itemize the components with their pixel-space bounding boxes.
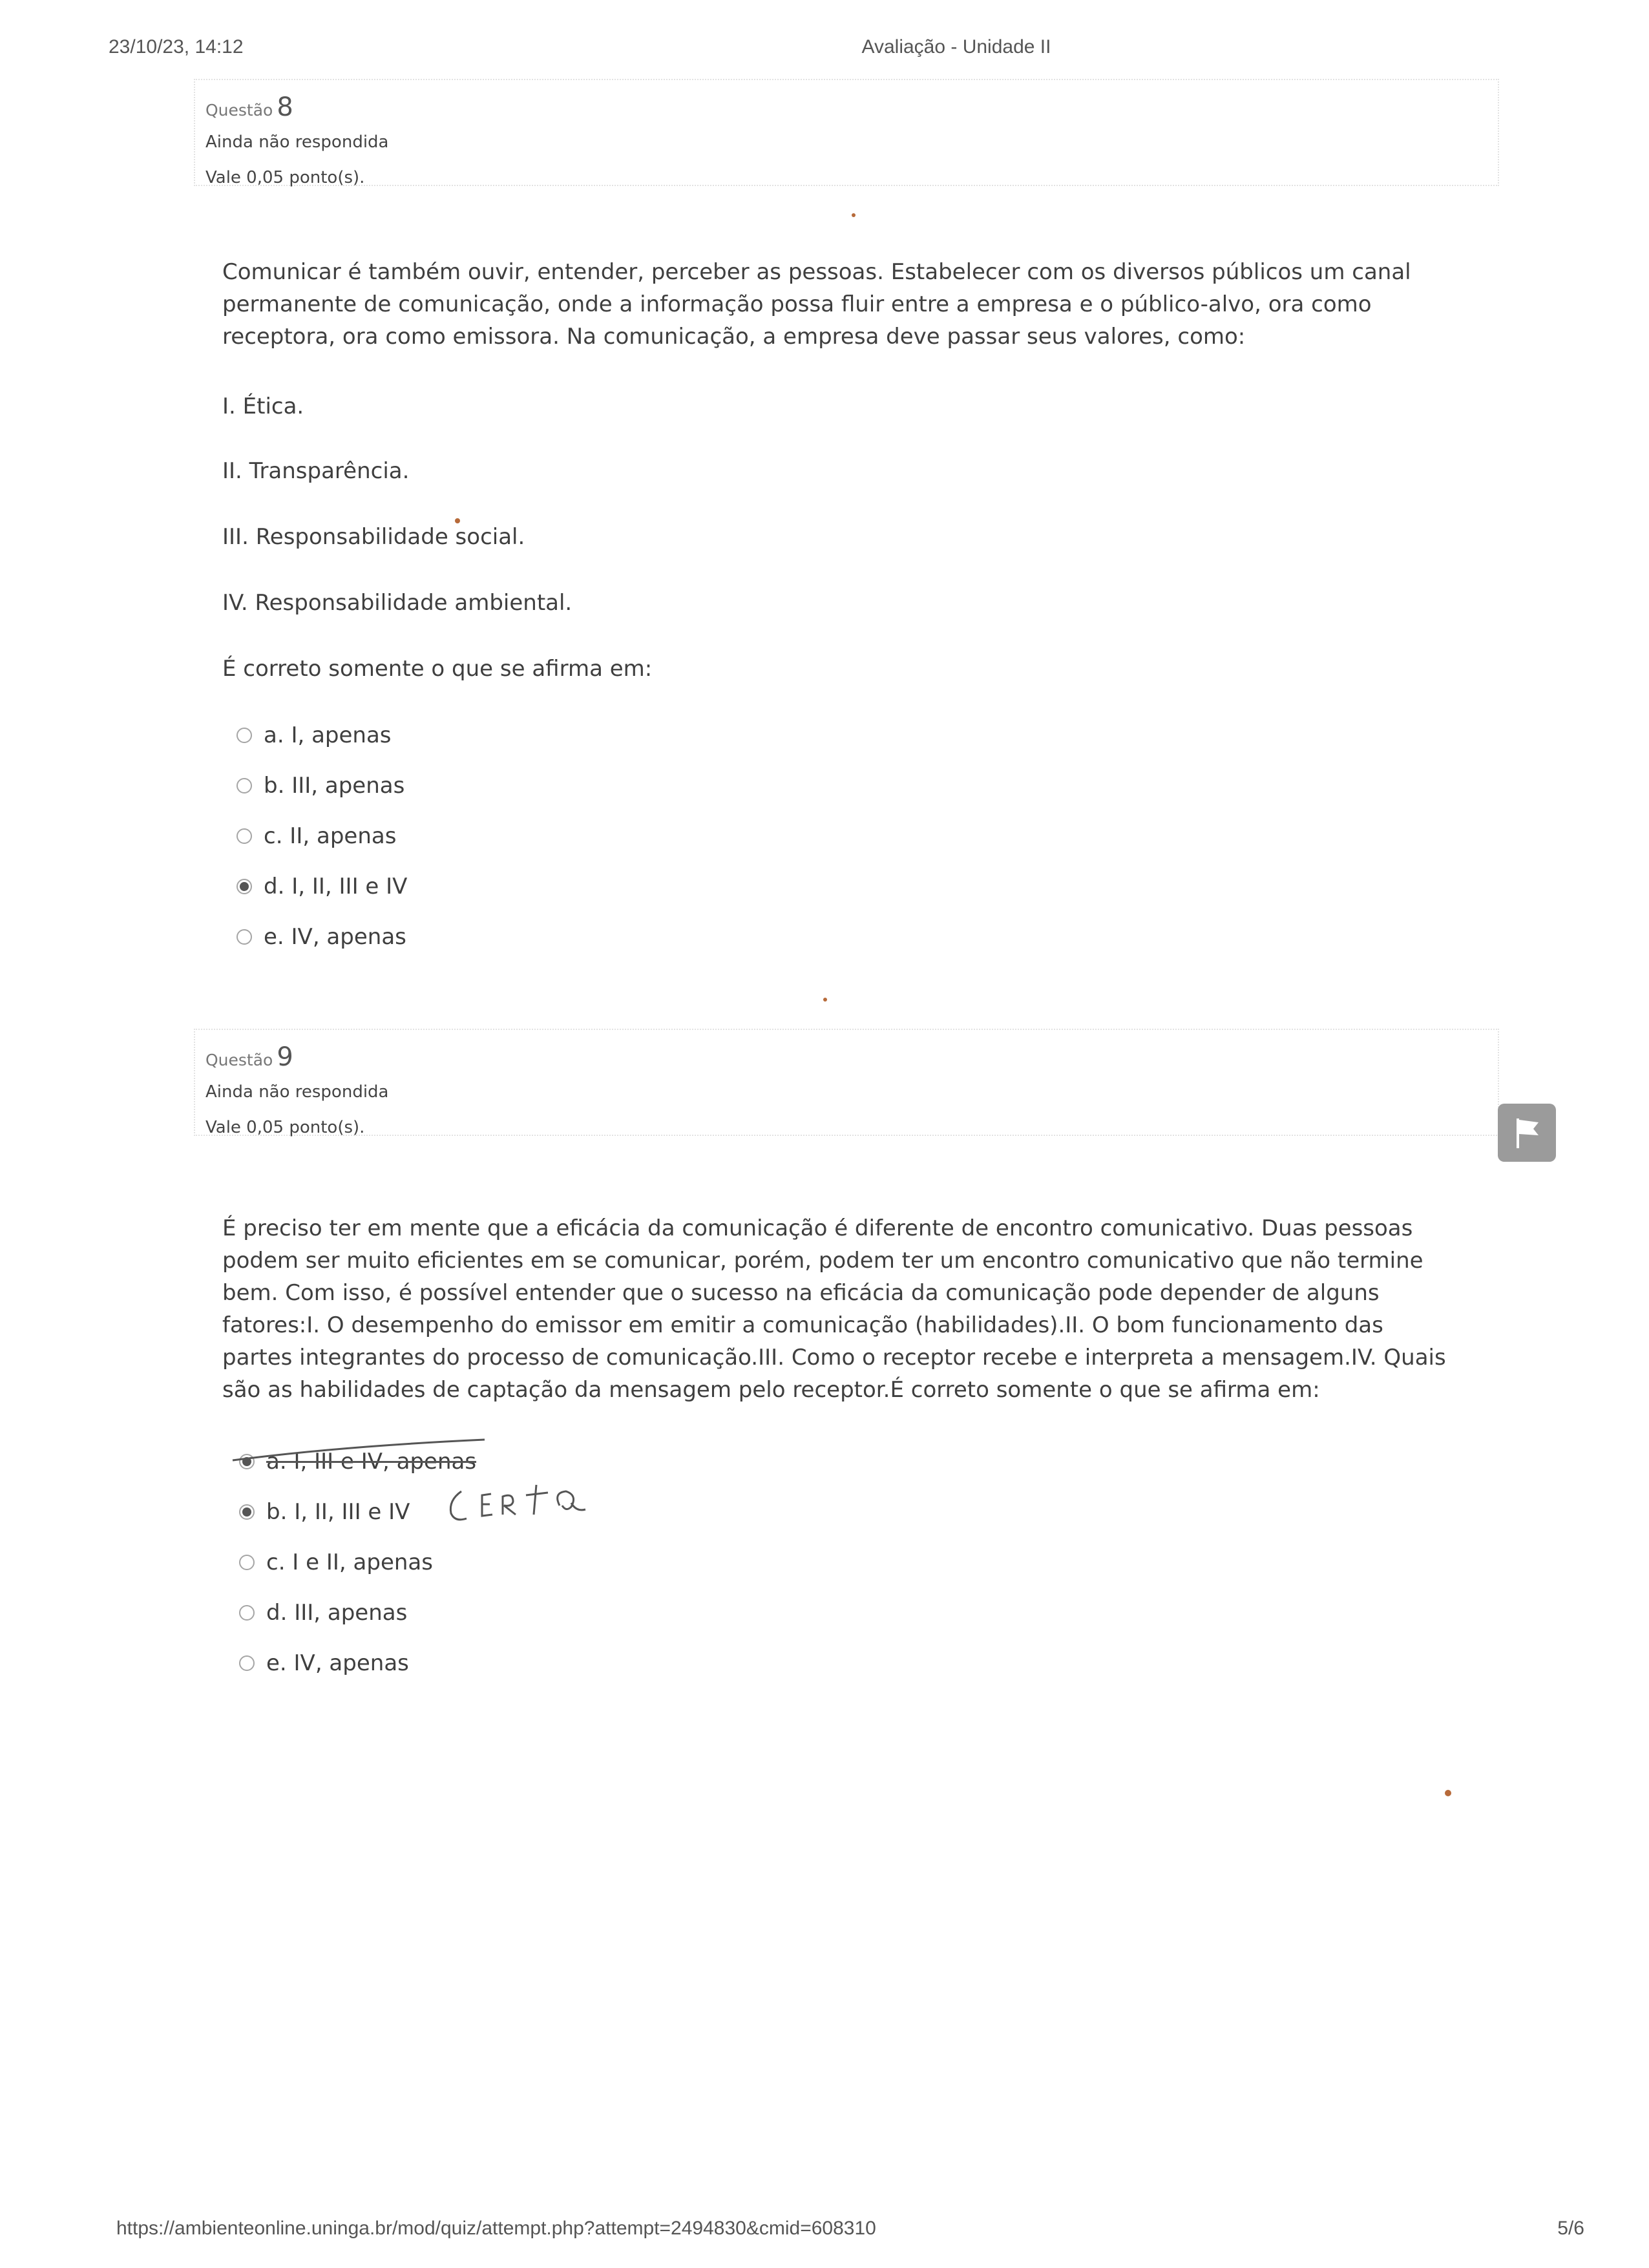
question-9-option-e[interactable] bbox=[239, 1649, 409, 1677]
print-date: 23/10/23, 14:12 bbox=[109, 36, 244, 58]
radio-button-icon[interactable] bbox=[236, 828, 252, 844]
question-9-label: Questão 9 bbox=[205, 1042, 293, 1072]
question-8-option-b[interactable] bbox=[236, 772, 404, 800]
question-8-points: Vale 0,05 ponto(s). bbox=[205, 168, 365, 187]
question-8-item-1: I. Ética. bbox=[222, 394, 304, 419]
handwritten-certa-note bbox=[439, 1467, 607, 1538]
question-9-option-b[interactable] bbox=[239, 1498, 410, 1526]
scan-speck bbox=[852, 213, 856, 217]
scan-speck bbox=[823, 998, 827, 1002]
question-8-label: Questão 8 bbox=[205, 92, 293, 122]
radio-button-icon[interactable] bbox=[236, 778, 252, 793]
question-9-info bbox=[194, 1029, 1499, 1136]
option-label: a. I, III e IV, apenas bbox=[266, 1449, 477, 1475]
radio-button-icon[interactable] bbox=[239, 1555, 255, 1570]
strike-line-icon bbox=[226, 1428, 491, 1467]
question-8-option-d[interactable] bbox=[236, 872, 407, 901]
option-label: b. I, II, III e IV bbox=[266, 1499, 410, 1525]
flag-question-button[interactable] bbox=[1498, 1104, 1556, 1162]
question-8-item-4: IV. Responsabilidade ambiental. bbox=[222, 590, 572, 616]
question-8-info bbox=[194, 79, 1499, 186]
option-label: d. III, apenas bbox=[266, 1600, 408, 1626]
scan-speck bbox=[455, 518, 460, 523]
question-9-text: É preciso ter em mente que a eficácia da comunicação é diferente de encontro comunicativo. Duas pessoas podem ser muito eficientes em se comunicar, porém, podem ter um encontro comunicativo que não termine bem. Com isso, é possível entender que o sucesso na eficácia da comunicação pode depender de alguns fatores:I. O desempenho do emissor em emitir a comunicação (habilidades).II. O bom funcionamento das partes integrantes do processo de comunicação.III. Como o receptor recebe e interpreta a mensagem.IV. Quais são as habilidades de captação da mensagem pelo receptor.É correto somente o que se afirma em: bbox=[222, 1215, 1446, 1403]
page-number: 5/6 bbox=[1557, 2218, 1584, 2239]
question-8-item-3: III. Responsabilidade social. bbox=[222, 524, 525, 550]
question-9-option-c[interactable] bbox=[239, 1548, 433, 1577]
question-9-number: 9 bbox=[277, 1042, 293, 1072]
flag-icon bbox=[1509, 1115, 1545, 1151]
question-8-option-e[interactable] bbox=[236, 923, 406, 951]
question-8-option-a[interactable] bbox=[236, 721, 392, 750]
question-8-status: Ainda não respondida bbox=[205, 132, 389, 152]
radio-button-icon[interactable] bbox=[239, 1605, 255, 1621]
option-label: e. IV, apenas bbox=[264, 924, 406, 950]
question-9-points: Vale 0,05 ponto(s). bbox=[205, 1118, 365, 1137]
option-label: a. I, apenas bbox=[264, 722, 392, 748]
question-8-number: 8 bbox=[277, 92, 293, 122]
question-8-prompt: É correto somente o que se afirma em: bbox=[222, 656, 653, 682]
page-url: https://ambienteonline.uninga.br/mod/quiz/attempt.php?attempt=2494830&cmid=608310 bbox=[116, 2218, 876, 2239]
option-label: d. I, II, III e IV bbox=[264, 874, 408, 899]
page-title: Avaliação - Unidade II bbox=[861, 36, 1051, 58]
question-8-text: Comunicar é também ouvir, entender, perceber as pessoas. Estabelecer com os diversos públicos um canal permanente de comunicação, onde a informação possa fluir entre a empresa e o público-alvo, ora como receptora, ora como emissora. Na comunicação, a empresa deve passar seus valores, como: bbox=[222, 259, 1411, 350]
radio-button-selected-icon[interactable] bbox=[239, 1504, 255, 1520]
radio-button-icon[interactable] bbox=[236, 728, 252, 743]
option-label: b. III, apenas bbox=[264, 773, 405, 799]
question-8-option-c[interactable] bbox=[236, 822, 396, 850]
radio-button-icon[interactable] bbox=[239, 1655, 255, 1671]
scan-speck bbox=[1445, 1790, 1451, 1796]
radio-button-selected-icon[interactable] bbox=[236, 879, 252, 894]
radio-button-icon[interactable] bbox=[236, 929, 252, 945]
question-9-option-d[interactable] bbox=[239, 1599, 407, 1627]
option-label: c. II, apenas bbox=[264, 823, 397, 849]
question-8-item-2: II. Transparência. bbox=[222, 458, 410, 484]
option-label: c. I e II, apenas bbox=[266, 1549, 433, 1575]
question-9-status: Ainda não respondida bbox=[205, 1082, 389, 1102]
option-label: e. IV, apenas bbox=[266, 1650, 409, 1676]
